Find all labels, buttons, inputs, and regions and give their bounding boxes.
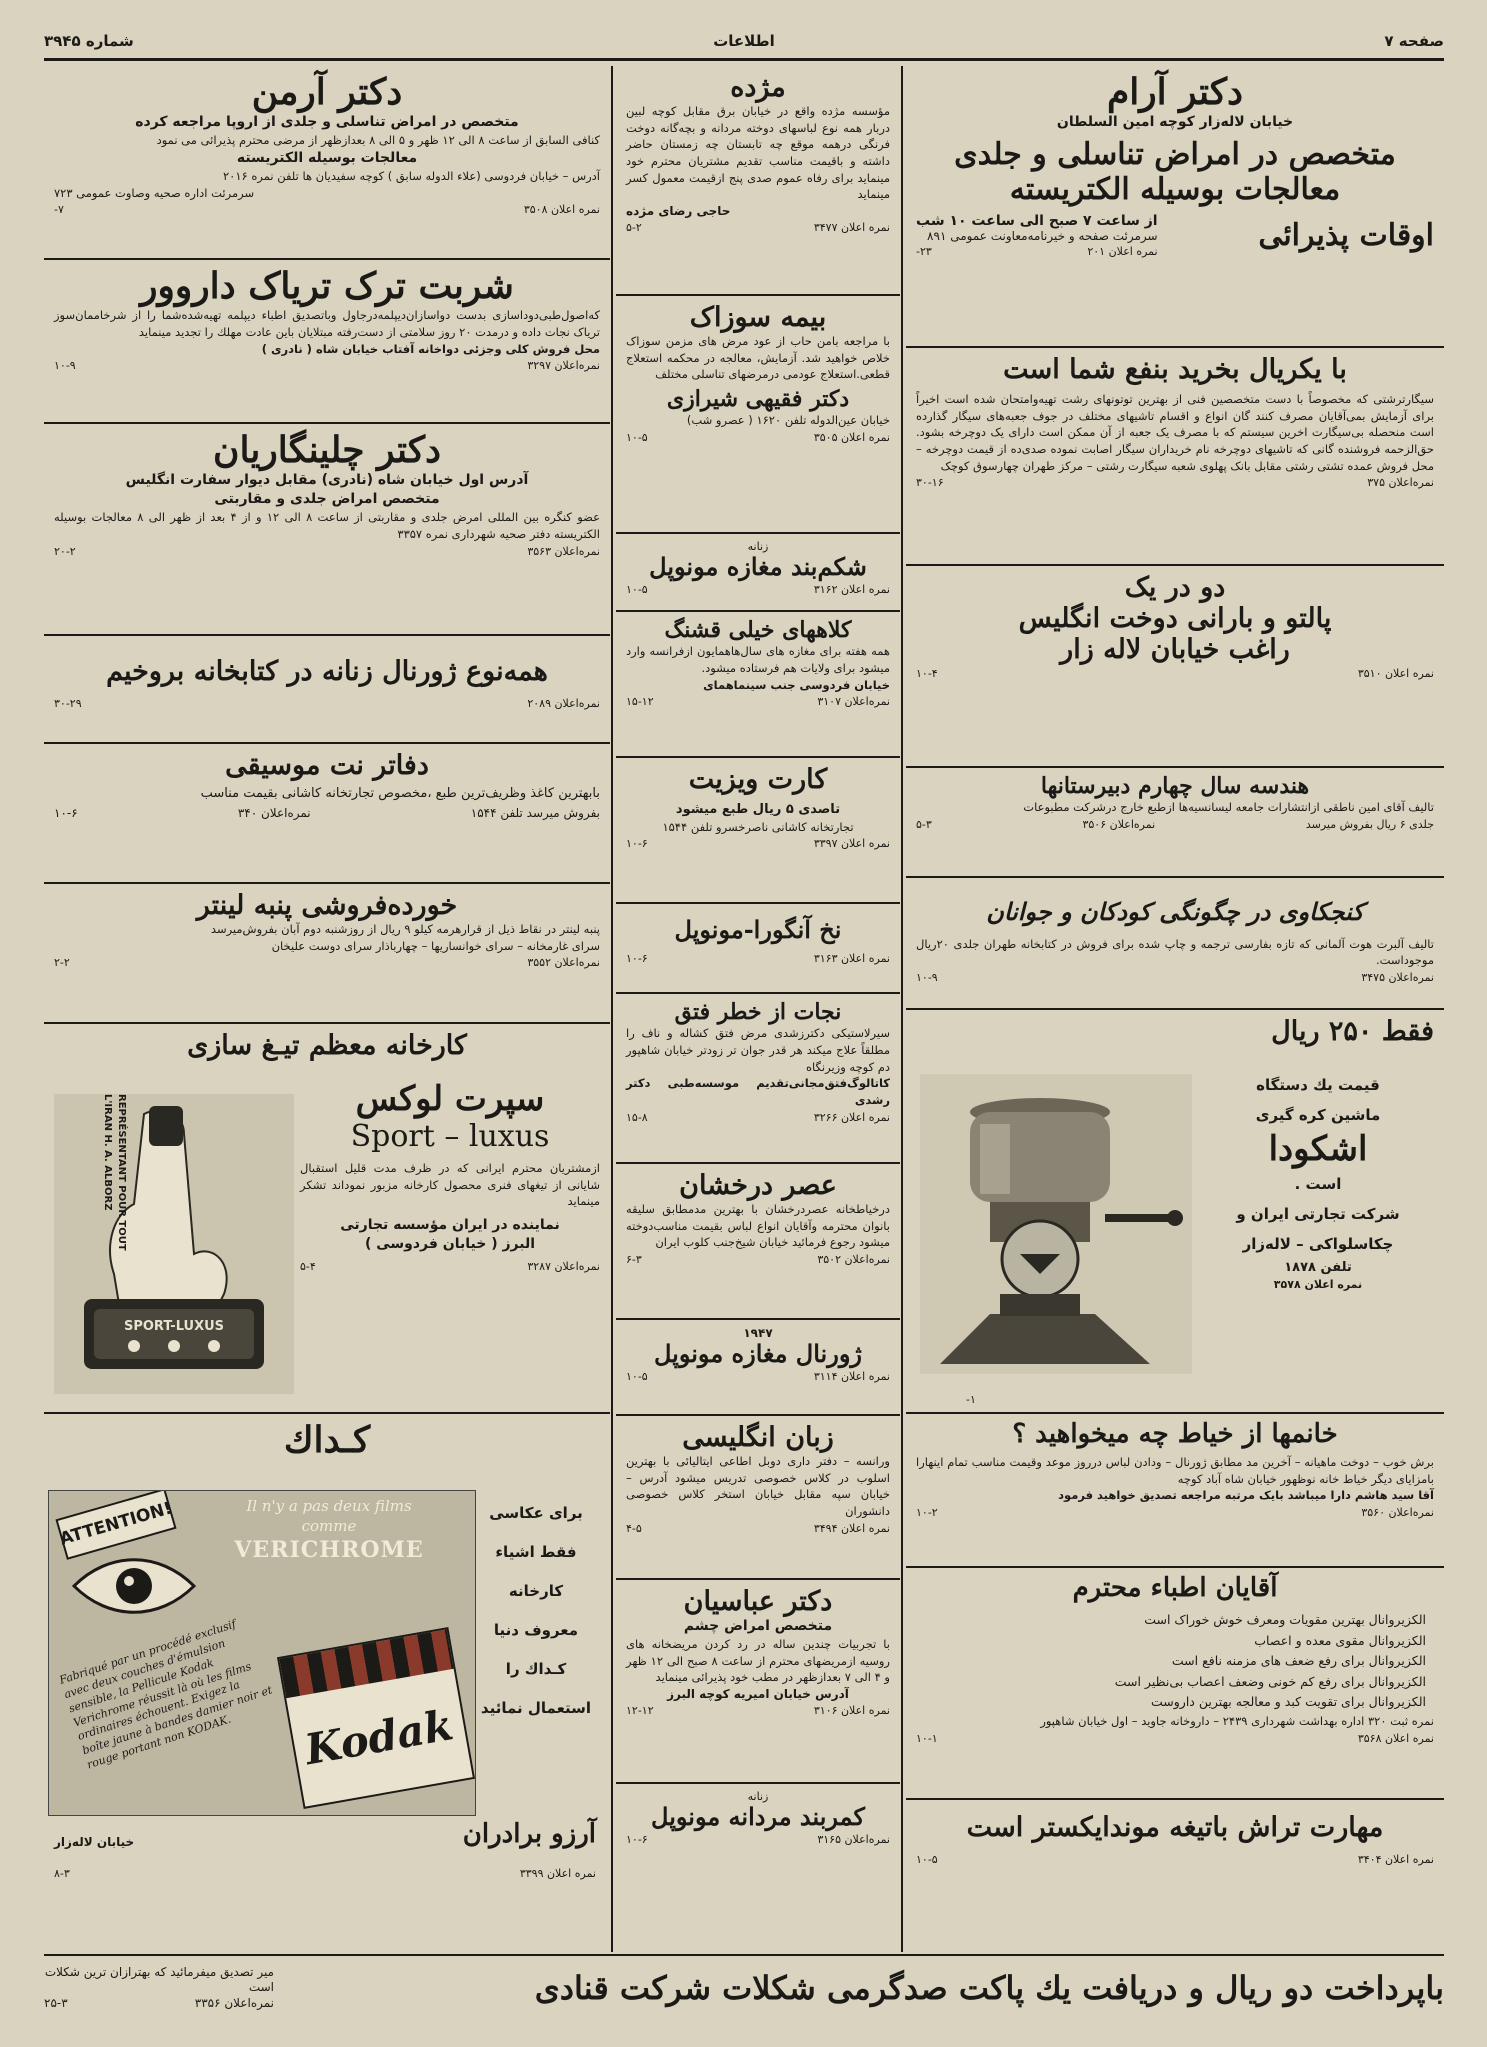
ad-dr-armen <box>44 66 610 260</box>
ad-body: که‌اصول‌طبی‌دوداسازی بدست دواسازان‌دیپلمه‌درجاول وباتصدیق اطباء دیپلمه تهیه‌شده‌شما را از شرخاممان‌سوز تریاک نجات داده و درمدت ۲۰ روز سلامتی از دست‌رفته مبتلایان باین عادت مهلك را تجدید مینماید <box>54 308 600 340</box>
ad-note: سرمرئت صفحه و خیرنامه‌معاونت عمومی ۸۹۱ <box>927 229 1158 244</box>
ad-title: آقایان اطباء محترم <box>1072 1573 1278 1603</box>
ad-phone: تلفن ۱۸۷۸ <box>1284 1260 1352 1276</box>
ad-body-price: جلدی ۶ ریال بفروش میرسد <box>1305 817 1434 831</box>
ad-number: نمره‌اعلان ۳۳۵۶ <box>194 1995 274 2010</box>
ad-number: نمره اعلان ۳۴۰۴ <box>1357 1853 1434 1867</box>
ad-body: تاصدی ۵ ریال طبع میشود <box>675 802 841 818</box>
ad-title: شربت ترک تریاک داروور <box>140 265 514 307</box>
ad-name: آقا سید هاشم دارا میباشد بایک مرتبه مراجعه تصدیق خواهید فرمود <box>1058 1488 1434 1503</box>
ad-line: قیمت یك دستگاه <box>1256 1076 1380 1094</box>
ad-cotton-linter <box>44 884 610 1024</box>
ad-specialty: متخصص در امراض تناسلی و جلدی از اروپا مراجعه کرده <box>135 114 519 131</box>
ad-title: ژورنال مغازه مونوپل <box>653 1339 862 1368</box>
verichrome-brand: VERICHROME <box>234 1537 424 1563</box>
ad-number: نمره اعلان ۳۳۹۷ <box>813 837 890 851</box>
ad-angora <box>616 904 900 994</box>
ad-title: کلاههای خیلی قشنگ <box>664 617 852 643</box>
ad-code: ۱۰-۶ <box>626 837 648 851</box>
ad-mojdeh <box>616 66 900 296</box>
ad-line: پالتو و بارانی دوخت انگلیس <box>1018 603 1332 635</box>
ad-address: آدرس اول خیابان شاه (نادری) مقابل دیوار سفارت انگلیس <box>125 472 529 489</box>
ad-number: نمره اعلان ۳۵۶۸ <box>1357 1731 1434 1745</box>
ad-dr-aram <box>906 66 1444 348</box>
ad-rial-cigarette <box>906 348 1444 566</box>
ad-line: شرکت تجارتی ایران و <box>1236 1205 1400 1224</box>
ad-line: معروف دنیا <box>493 1621 579 1639</box>
ad-line: فقط اشیاء <box>495 1543 577 1561</box>
top-rule <box>44 58 1444 61</box>
ad-title: خورده‌فروشی پنبه لینتر <box>196 890 458 921</box>
ad-dr-abbasian <box>616 1580 900 1784</box>
elixir-item: الکزیروانال برای رفع ضعف های مزمنه نافع است <box>1171 1653 1426 1669</box>
ad-body: با تجربیات چندین ساله در رد کردن مریضخانه های روسیه ازمریضهای محترم از ساعت ۸ صبح الی ۱۲ ظهر و ۴ الی ۷ بعدازظهر در مطب خود پذیرائی مینماید <box>626 1636 890 1685</box>
ad-body: تالیف آلبرت هوت آلمانی که تازه بفارسی ترجمه و چاپ شده برای فروش در کتابخانه طهران جلدی ۲۰ریال موجوداست. <box>916 936 1434 968</box>
ad-title: زبان انگلیسی <box>682 1422 834 1453</box>
ad-treatment: معالجات بوسیله الکتریسته <box>1009 171 1341 207</box>
ad-number: نمره‌اعلان ۳۱۶۵ <box>817 1832 890 1846</box>
ad-address: خیابان فردوسی جنب سینماهمای <box>703 677 890 692</box>
ad-code: ۱۰-۴ <box>916 667 938 681</box>
ad-sign: حاجی رضای مژده <box>626 204 731 219</box>
ad-number: نمره‌اعلان ۳۵۰۶ <box>1082 817 1156 831</box>
ad-line: کـداك را <box>505 1660 567 1678</box>
ad-body: ازمشتریان محترم ایرانی که در ظرف مدت قلیل استقبال شایانی از تیغهای فنری محصول کارخانه مزبور نموداند تشکر مینماید <box>300 1161 600 1209</box>
ad-number: نمره‌اعلان ۳۷۵ <box>1367 476 1434 490</box>
ad-journal-monopol <box>616 1320 900 1416</box>
ad-code: ۱۰-۶ <box>54 805 78 820</box>
ad-title: مهارت تراش باتیغه موندایکستر است <box>966 1812 1384 1843</box>
ad-code: ۱۰-۶ <box>626 951 648 965</box>
right-column <box>906 66 1444 1952</box>
ad-places: سرای غارمخانه – سرای خوانساریها – چهارباذار سرای دوست علیخان <box>271 938 600 953</box>
ad-code: ۵-۴ <box>300 1259 316 1273</box>
ad-title: دکتر عباسیان <box>683 1586 833 1617</box>
ad-code: ۷- <box>54 203 64 217</box>
ad-code: ۲۵-۳ <box>44 1995 68 2010</box>
ad-number: نمره‌اعلان ۳۲۹۷ <box>527 359 600 373</box>
ad-address: خیابان لاله‌زار کوچه امین السلطان <box>1056 114 1294 131</box>
ad-body: برش خوب – دوخت ماهیانه – آخرین مد مطابق ژورنال – ودادن لباس درروز موعد وقیمت مناسب تمام اینهارا بامزایای دیگر خیاط خانه نوظهور خیابان شاه آباد کوچه <box>916 1454 1434 1486</box>
ad-line: ماشین کره گیری <box>1255 1106 1381 1124</box>
ad-number: نمره اعلان ۳۴۹۴ <box>813 1521 890 1535</box>
elixir-item: الکزیروانال بهترین مقویات ومعرف خوش خوراک است <box>1144 1611 1426 1627</box>
brand-latin: Sport – luxus <box>350 1119 550 1155</box>
kodak-french-text: Fabriqué par un procédé exclusif avec deux couches d'émulsion sensible, la Pellicule Kodak Verichrome réussit là où les films ordinaires échouent. Exigez la boîte jaune à bandes damier noir et rouge portant non KODAK. <box>57 1617 274 1772</box>
paper-name: اطلاعات <box>713 32 775 50</box>
ad-code: ۱۰-۵ <box>626 582 648 596</box>
ad-code: ۲۰-۲ <box>54 544 76 558</box>
footer-chocolate-ad <box>44 1954 1444 2020</box>
ad-title: دفاتر نت موسیقی <box>225 750 429 781</box>
ad-code: ۶-۳ <box>626 1253 642 1267</box>
column-divider <box>901 66 903 1952</box>
ad-number: نمره‌اعلان ۳۵۶۰ <box>1361 1505 1434 1519</box>
ad-line: کارخانه <box>508 1582 564 1600</box>
ad-sport-luxus-razor <box>44 1024 610 1414</box>
ad-doctors-elixir <box>906 1568 1444 1800</box>
ad-number: نمره اعلان ۳۱۱۴ <box>813 1369 890 1383</box>
ad-number: نمره اعلان ۲۰۱ <box>1087 245 1158 259</box>
ad-number: نمره‌اعلان ۳۵۵۲ <box>527 956 600 970</box>
ad-title: فقط ۲۵۰ ریال <box>1271 1016 1434 1047</box>
elixir-item: الکزیروانال برای رفع کم خونی وضعف اعصاب بی‌نظیر است <box>1114 1673 1426 1689</box>
ad-number: نمره اعلان ۳۱۰۶ <box>813 1704 890 1718</box>
ad-code: ۱- <box>966 1393 976 1406</box>
ad-number: نمره‌اعلان ۳۱۰۷ <box>817 695 890 709</box>
page-number: صفحه ۷ <box>1384 32 1444 50</box>
ad-tag: زنانه <box>747 540 769 553</box>
ad-code: ۵-۳ <box>916 817 932 831</box>
ad-english-class <box>616 1416 900 1580</box>
ad-number: نمره اعلان ۳۵۱۰ <box>1357 667 1434 681</box>
ad-music-notebook <box>44 744 610 884</box>
ad-specialty: متخصص امراض چشم <box>683 1618 833 1635</box>
ad-title: شکم‌بند مغازه مونوپل <box>649 552 867 581</box>
ad-number: نمره‌اعلان ۳۲۸۷ <box>527 1259 600 1273</box>
ad-title: خانمها از خیاط چه میخواهید ؟ <box>1012 1419 1338 1449</box>
brand-name: سپرت لوکس <box>355 1079 545 1119</box>
ad-note: نمره ثبت ۳۲۰ اداره بهداشت شهرداری ۲۴۳۹ – داروخانه جاوید – اول خیابان شاهپور <box>1040 1714 1434 1729</box>
ad-line: چکاسلواکی – لاله‌زار <box>1242 1235 1394 1254</box>
ad-address: تجارتخانه کاشانی ناصرخسرو تلفن ۱۵۴۴ <box>662 819 854 834</box>
ad-title: کنجکاوی در چگونگی کودکان و جوانان <box>986 897 1364 926</box>
kodak-verichrome-image <box>48 1490 476 1816</box>
ad-tailor <box>906 1414 1444 1568</box>
ad-code: ۳۰-۲۹ <box>54 697 82 711</box>
ad-code: ۱۰-۵ <box>626 431 648 445</box>
rep-latin: H. A. ALBORZ <box>102 1134 113 1211</box>
ad-year: ۱۹۴۷ <box>743 1326 773 1340</box>
separator-drawing <box>920 1074 1192 1374</box>
checker-band <box>279 1629 453 1698</box>
ad-hats <box>616 612 900 758</box>
ad-title: دو در یک <box>1124 572 1226 603</box>
ad-rep: نماینده در ایران مؤسسه تجارتی <box>340 1217 560 1234</box>
ad-address: آدرس خیابان امیریه کوچه البرز <box>667 1686 849 1701</box>
issue-number: شماره ۳۹۴۵ <box>44 32 134 50</box>
ad-body: مؤسسه مژده واقع در خیابان برق مقابل کوچه لبین دربار همه نوع لباسهای دوخته مردانه و بچه‌گانه دوخت فرنگی درهمه موقع چه تابستان چه زمستان حاضر داشته و باقیمت مناسب تقدیم مشتریان محترم خود مینماید برای رفاه عموم صدی پنج ازقیمت معمول کسر مینماید <box>626 104 890 202</box>
attention-label: ATTENTION! <box>55 1490 176 1560</box>
ad-title: کارت ویزیت <box>688 764 828 795</box>
ad-number: نمره اعلان ۳۴۷۷ <box>813 221 890 235</box>
ad-curiosity-book <box>906 878 1444 1010</box>
ad-title: مژده <box>730 72 786 103</box>
ad-code: ۱۰-۶ <box>626 1832 648 1846</box>
ad-title: کـداك <box>283 1419 371 1461</box>
ad-body: ورانسه – دفتر داری دوبل اطاعی ایتالیائی با بهترین اسلوب در کلاس خصوصی تدریس میشود آدرس – خیابان سپه مقابل خیابان استخر کلاس خصوصی دانشوران <box>626 1454 890 1519</box>
ad-bimeh-soozak <box>616 296 900 534</box>
ad-number: نمره اعلان ۳۱۶۳ <box>813 951 890 965</box>
ad-body: تالیف آقای امین ناطقی ازانتشارات جامعه لیسانسیه‌ها ازطبع خارج درشرکت مطبوعات <box>1023 800 1434 815</box>
ad-kodak <box>44 1414 610 1890</box>
ad-code: ۲-۲ <box>54 956 70 970</box>
ad-specialty: متخصص امراض جلدی و مقاربتی <box>214 491 440 508</box>
ad-title: نجات از خطر فتق <box>674 999 842 1025</box>
ad-code: ۱۰-۹ <box>54 359 76 373</box>
ad-hernia <box>616 994 900 1164</box>
ad-code: ۵-۲ <box>626 221 642 235</box>
masthead <box>44 32 1444 54</box>
ad-title: نخ آنگورا-مونوپل <box>674 915 842 944</box>
ad-sale: بفروش میرسد تلفن ۱۵۴۴ <box>470 805 600 820</box>
ad-code: ۱۵-۱۲ <box>626 695 654 709</box>
ad-code: ۱۵-۸ <box>626 1110 648 1124</box>
left-column <box>44 66 610 1952</box>
ad-address: خیابان لاله‌زار <box>54 1834 135 1849</box>
ad-address: خیابان عین‌الدوله تلفن ۱۶۲۰ ( عصرو شب) <box>686 413 890 428</box>
ad-number: نمره اعلان ۳۲۶۶ <box>813 1110 890 1124</box>
ad-code: ۱۰-۲ <box>916 1505 938 1519</box>
ad-note: سرمرئت اداره صحیه وصاوت عمومی ۷۲۳ <box>54 185 255 200</box>
ad-title: همه‌نوع ژورنال زنانه در کتابخانه بروخیم <box>106 656 548 687</box>
ad-number: نمره اعلان ۳۱۶۲ <box>813 582 890 596</box>
ad-treatment: معالجات بوسیله الکتریسته <box>236 149 418 166</box>
ad-code: ۱۰-۵ <box>626 1369 648 1383</box>
ad-address: البرز ( خیابان فردوسی ) <box>364 1236 536 1252</box>
ad-visit-card <box>616 758 900 904</box>
ad-number: نمره‌اعلان ۲۰۸۹ <box>527 697 600 711</box>
ad-number: نمره اعلان ۳۵۰۵ <box>813 431 890 445</box>
middle-column <box>616 66 900 1952</box>
ad-code: ۲۳- <box>916 245 932 259</box>
ad-opium-syrup <box>44 260 610 424</box>
ad-shop: محل فروش کلی وجزئی دواخانه آفتاب خیابان شاه ( نادری ) <box>261 341 600 356</box>
ad-body: بابهترین کاغذ وظریف‌ترین طبع ،مخصوص تجارتخانه کاشانی بقیمت مناسب <box>200 786 600 802</box>
ad-number: نمره‌اعلان ۳۵۶۳ <box>527 544 600 558</box>
ad-body: پنبه لینتر در نقاط ذیل از قرارهرمه کیلو ۹ ریال از روزشنبه دوم آبان بفروش‌میرسد <box>210 922 600 937</box>
ad-skoda-separator <box>906 1010 1444 1414</box>
elixir-item: الکزیروانال مقوی معده و اعصاب <box>1254 1632 1426 1648</box>
ad-body: درخیاطخانه عصردرخشان با بهترین مدمطابق سلیقه بانوان محترمه وآقایان انواع لباس بقیمت مناسب‌دوخته میشود رجوع فرمائید خیابان شیخ‌جنب کلوب ایران <box>626 1202 890 1250</box>
ad-title: عصر درخشان <box>679 1170 837 1201</box>
ad-number: نمره‌اعلان ۳۵۰۲ <box>817 1253 890 1267</box>
ad-line: استعمال نمائید <box>480 1699 592 1717</box>
ad-title: هندسه سال چهارم دبیرستانها <box>1040 773 1310 799</box>
ad-number: نمره‌اعلان ۳۴۷۵ <box>1361 970 1434 984</box>
ad-body: سیرلاستیکی دکترزشدی مرض فتق کشاله و ناف را مطلقاً علاج میکند هر قدر جوان تر زودتر خیابان شاهپور دم کوچه وزیرنگاه <box>626 1026 890 1074</box>
column-divider <box>611 66 613 1952</box>
ad-line: برای عکاسی <box>489 1504 583 1522</box>
ad-hours: از ساعت ۷ صبح الی ساعت ۱۰ شب <box>916 213 1158 230</box>
ad-body: با مراجعه بامن حاب از عود مرض های مزمن سوزاک خلاص خواهید شد. آزمایش، معالجه در محکمه استعلاج قطعی.استعلاج عودمی درمرضهای تناسلی مختلف <box>626 334 890 382</box>
elixir-item: الکزیروانال برای تقویت کبد و معالجه بهترین داروست <box>1151 1694 1426 1710</box>
film-slogan: Il n'y a pas deux films <box>246 1497 412 1515</box>
shop-name: آرزو برادران <box>462 1819 596 1850</box>
ad-body: سیگارترشتی که مخصوصاً با دست متخصصین فنی از بهترین توتونهای رشت تهیه‌وامتحان شده است اخیراً برای آزمایش بمی‌آقایان مصرف کنند گان انواع و اقسام تاشیهای مختلف در جوف جعبه‌های سیگار گذارده است منحصله بی‌سیگارت اخرین سیستم که با مصرف یک جعبه از آن ممکن است دارای یک دوچرخه بشود. حق‌الزحمه فروشنده گانی که تاشیهای دوچرخه نام خریداران سیگار اصابت نموده صدی‌ده از قیمت دوچرخه – محل فروش عمده تشتی رشتی مقابل بانک پهلوی شعبه سیگارت رشتی – مرکز طهران چهارسوق کوچک <box>916 392 1434 473</box>
ad-body: عضو کنگره بین المللی امرض جلدی و مقاربتی از ساعت ۸ الی ۱۲ و از ۴ بعد از ظهر الی ۸ معالجات بوسیله الکتریسته دفتر صحیه شهرداری نمره ۳۳۵۷ <box>54 510 600 541</box>
ad-journals-brookhim <box>44 636 610 744</box>
rep-latin: TOUT L'IRAN <box>102 1094 127 1251</box>
ad-doctor: دکتر فقیهی شیرازی <box>666 386 850 413</box>
ad-title: دکتر آرام <box>1106 71 1244 113</box>
brand-name: اشکودا <box>1268 1129 1368 1169</box>
ad-title: بیمه سوزاک <box>689 302 827 333</box>
ad-dr-chelingarian <box>44 424 610 636</box>
eye-icon <box>69 1551 199 1621</box>
film-slogan: comme <box>301 1517 357 1535</box>
ad-code: ۱۰-۹ <box>916 970 938 984</box>
ad-coat <box>906 566 1444 768</box>
ad-code: ۳۰-۱۶ <box>916 476 944 490</box>
ad-title: کارخانه معظم تیـغ سازی <box>187 1030 467 1061</box>
cream-separator-illustration <box>920 1074 1192 1374</box>
ad-shekamband <box>616 534 900 612</box>
rep-latin: REPRÉSENTANT POUR <box>116 1094 127 1217</box>
ad-number: نمره‌اعلان ۳۴۰ <box>237 805 311 820</box>
ad-code: ۸-۳ <box>54 1867 70 1880</box>
ad-line: است . <box>1294 1175 1342 1194</box>
ad-title: با یکریال بخرید بنفع شما است <box>1003 354 1347 385</box>
footer-title: باپرداخت دو ریال و دریافت یك پاکت صدگرمی شکلات شرکت قنادی <box>534 1969 1444 2007</box>
ad-tag: زنانه <box>747 1790 769 1803</box>
ad-title: کمربند مردانه مونوپل <box>651 1802 865 1831</box>
ad-hours-label: اوقات پذیرائی <box>1258 217 1434 253</box>
ad-code: ۱۲-۱۲ <box>626 1704 654 1718</box>
ad-code: ۴-۵ <box>626 1521 642 1535</box>
ad-line: راغب خیابان لاله زار <box>1060 634 1290 666</box>
ad-body: همه هفته برای مغازه های سال‌ها‌همایون ازفرانسه وارد میشود برای ولایات هم فرستاده میشود. <box>626 644 890 675</box>
representative-latin <box>54 1094 128 1254</box>
ad-number: نمره اعلان ۳۳۹۹ <box>519 1867 596 1880</box>
ad-body: کنافی السابق از ساعت ۸ الی ۱۲ ظهر و ۵ الی ۸ بعدازظهر از مرضی محترم پذیرائی می نمود <box>156 133 600 148</box>
ad-specialty: متخصص در امراض تناسلی و جلدی <box>954 137 1396 173</box>
kodak-film-box <box>277 1627 475 1809</box>
footer-side-text: میر تصدیق میفرمائید که بهترازان ترین شکلات است <box>44 1964 274 1995</box>
ad-code: ۱۰-۵ <box>916 1853 938 1867</box>
ad-number: نمره اعلان ۳۵۰۸ <box>523 203 600 217</box>
ad-belt-monopol <box>616 1784 900 1864</box>
ad-title: دکتر چلینگاریان <box>213 429 441 471</box>
ad-code: ۱۰-۱ <box>916 1731 938 1745</box>
ad-number: نمره اعلان ۳۵۷۸ <box>1273 1278 1363 1292</box>
ad-shave-blade <box>906 1800 1444 1896</box>
ad-geometry-book <box>906 768 1444 878</box>
ad-asr-derakhshan <box>616 1164 900 1320</box>
ad-title: دکتر آرمن <box>251 71 403 113</box>
kodak-box-logo: Kodak <box>301 1700 457 1775</box>
box-label: SPORT-LUXUS <box>123 1319 225 1334</box>
ad-name: کاتالوگ‌فتق‌مجانی‌تقدیم موسسه‌طبی دکتر رشدی <box>626 1076 890 1107</box>
ad-address: آدرس – خیابان فردوسی (علاء الدوله سابق ) کوچه سفیدیان ها تلفن نمره ۲۰۱۶ <box>222 168 600 183</box>
